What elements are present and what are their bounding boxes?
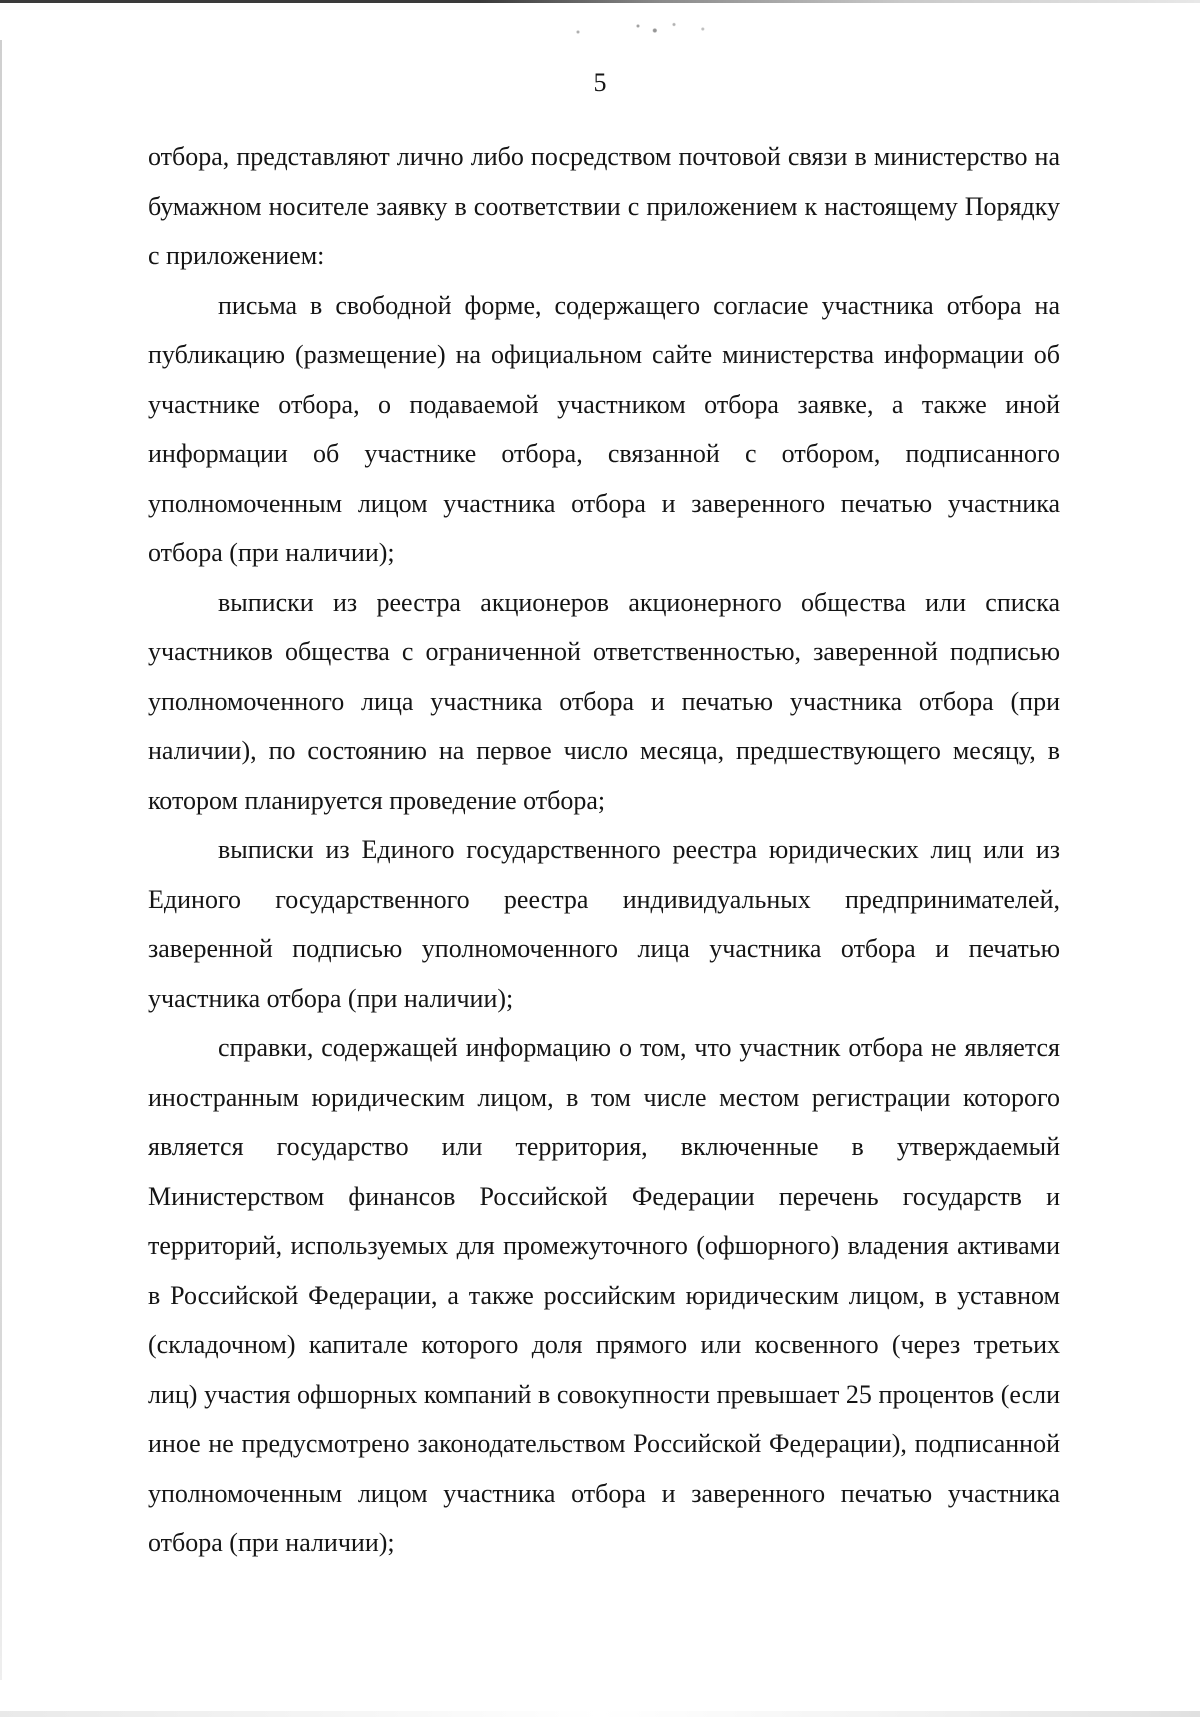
paragraph-offshore-certificate: справки, содержащей информацию о том, что участник отбора не является иностранным юридическим лицом, в том числе местом регистрации которого является государство или территория, включенные в утверждаемый Министерством финансов Российской Федерации перечень государств и территорий, используемых для промежуточного (офшорного) владения активами в Российской Федерации, а также российским юридическим лицом, в уставном (складочном) капитале которого доля прямого или косвенного (через третьих лиц) участия офшорных компаний в совокупности превышает 25 процентов (если иное не предусмотрено законодательством Российской Федерации), подписанной уполномоченным лицом участника отбора и заверенного печатью участника отбора (при наличии); <box>148 1033 1060 1557</box>
page-number: 5 <box>593 68 607 97</box>
scan-artifact <box>530 14 770 44</box>
scan-bottom-edge <box>0 1711 1200 1717</box>
paragraph-letter-consent: письма в свободной форме, содержащего согласие участника отбора на публикацию (размещение) на официальном сайте министерства информации об участнике отбора, о подаваемой участником отбора заявке, а также иной информации об участнике отбора, связанной с отбором, подписанного уполномоченным лицом участника отбора и заверенного печатью участника отбора (при наличии); <box>148 290 1060 567</box>
paragraph-state-register: выписки из Единого государственного реестра юридических лиц или из Единого государственного реестра индивидуальных предпринимателей, заверенной подписью уполномоченного лица участника отбора и печатью участника отбора (при наличии); <box>148 835 1060 1013</box>
paragraph-shareholder-register: выписки из реестра акционеров акционерного общества или списка участников общества с ограниченной ответственностью, заверенной подписью уполномоченного лица участника отбора и печатью участника отбора (при наличии), по состоянию на первое число месяца, предшествующего месяцу, в котором планируется проведение отбора; <box>148 587 1060 815</box>
scan-left-edge <box>0 40 2 1680</box>
paragraph-continued: отбора, представляют лично либо посредством почтовой связи в министерство на бумажном носителе заявку в соответствии с приложением к настоящему Порядку с приложением: <box>148 142 1060 270</box>
scan-top-edge <box>0 0 1200 3</box>
body-text <box>148 132 1060 1568</box>
